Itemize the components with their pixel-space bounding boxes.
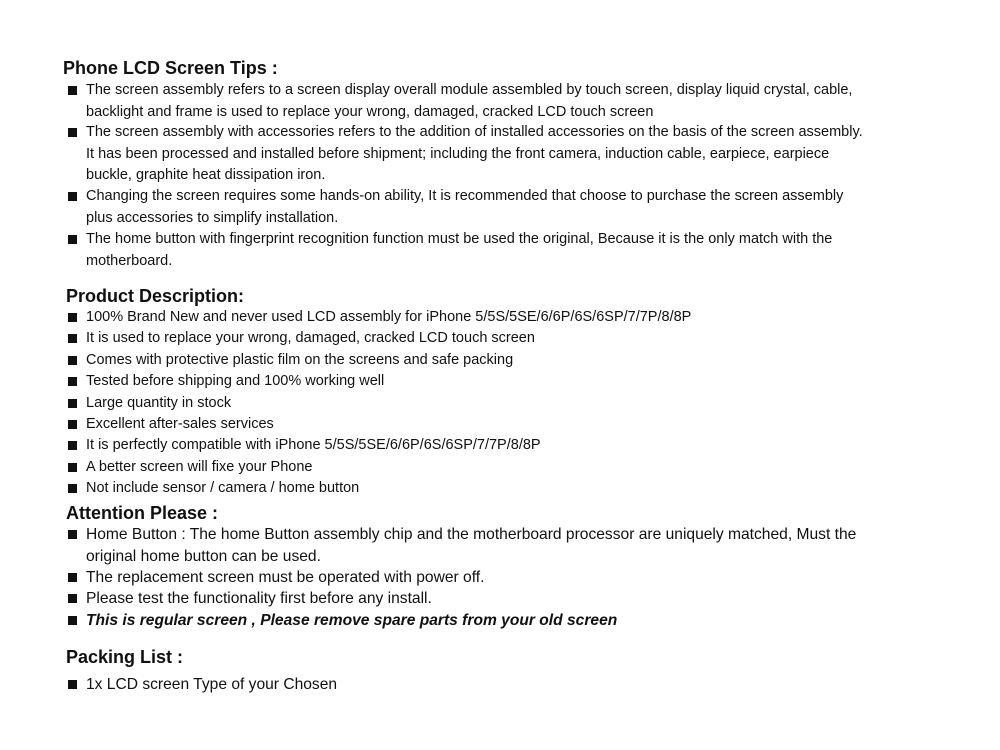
tips-item-line: The screen assembly refers to a screen display overall module assembled by touch screen, display liquid crystal, cable,: [86, 82, 853, 98]
bullet-icon: [68, 86, 77, 95]
description-item: [68, 393, 948, 415]
tips-item: [68, 80, 948, 123]
attention-item: [68, 588, 948, 610]
description-item-text: It is perfectly compatible with iPhone 5/5S/5SE/6/6P/6S/6SP/7/7P/8/8P: [86, 437, 541, 453]
description-item-text: Comes with protective plastic film on the screens and safe packing: [86, 352, 514, 368]
bullet-icon: [68, 463, 77, 472]
description-title: Product Description:: [66, 286, 245, 306]
tips-item: [68, 186, 948, 229]
description-item: [68, 478, 948, 500]
description-item: [68, 435, 948, 457]
tips-item-line: buckle, graphite heat dissipation iron.: [86, 167, 326, 183]
tips-item-line: motherboard.: [86, 252, 173, 269]
bullet-icon: [68, 420, 77, 429]
description-item-text: Large quantity in stock: [86, 395, 232, 411]
description-item-text: Tested before shipping and 100% working well: [86, 373, 385, 389]
bullet-icon: [68, 334, 77, 343]
bullet-icon: [68, 594, 77, 603]
description-item-text: Not include sensor / camera / home button: [86, 480, 360, 496]
attention-item-line: This is regular screen , Please remove spare parts from your old screen: [86, 612, 618, 629]
bullet-icon: [68, 192, 77, 201]
attention-item-line: Please test the functionality first before any install.: [86, 590, 432, 607]
description-item: [68, 350, 948, 372]
bullet-icon: [68, 573, 77, 582]
bullet-icon: [68, 377, 77, 386]
description-item-text: 100% Brand New and never used LCD assembly for iPhone 5/5S/5SE/6/6P/6S/6SP/7/7P/8/8P: [86, 309, 692, 325]
bullet-icon: [68, 484, 77, 493]
tips-item: [68, 229, 948, 272]
description-item: [68, 328, 948, 350]
bullet-icon: [68, 128, 77, 137]
attention-item: [68, 610, 948, 632]
attention-item-line: original home button can be used.: [86, 547, 321, 565]
packing-item: [68, 674, 948, 696]
bullet-icon: [68, 399, 77, 408]
description-item: [68, 414, 948, 436]
tips-item-line: Changing the screen requires some hands-on ability, It is recommended that choose to purchase the screen assembly: [86, 188, 844, 204]
attention-item: [68, 567, 948, 589]
description-item: [68, 307, 948, 329]
description-item: [68, 457, 948, 479]
attention-item-line: Home Button : The home Button assembly chip and the motherboard processor are uniquely matched, Must the: [86, 526, 857, 543]
tips-item-line: plus accessories to simplify installation.: [86, 209, 339, 226]
packing-item-text: 1x LCD screen Type of your Chosen: [86, 676, 338, 693]
description-item: [68, 371, 948, 393]
attention-item-line: The replacement screen must be operated with power off.: [86, 569, 485, 586]
bullet-icon: [68, 530, 77, 539]
tips-item-line: The home button with fingerprint recognition function must be used the original, Because it is the only match with the: [86, 231, 833, 247]
tips-item-line: backlight and frame is used to replace your wrong, damaged, cracked LCD touch screen: [86, 103, 654, 120]
attention-title: Attention Please :: [66, 503, 219, 523]
packing-title: Packing List :: [66, 647, 184, 667]
bullet-icon: [68, 441, 77, 450]
description-item-text: A better screen will fixe your Phone: [86, 459, 313, 475]
tips-item: [68, 122, 948, 187]
bullet-icon: [68, 235, 77, 244]
bullet-icon: [68, 313, 77, 322]
bullet-icon: [68, 680, 77, 689]
description-item-text: It is used to replace your wrong, damaged, cracked LCD touch screen: [86, 330, 535, 346]
bullet-icon: [68, 616, 77, 625]
description-item-text: Excellent after-sales services: [86, 416, 274, 432]
tips-item-line: The screen assembly with accessories refers to the addition of installed accessories on the basis of the screen assembly.: [86, 124, 863, 140]
bullet-icon: [68, 356, 77, 365]
tips-item-line: It has been processed and installed before shipment; including the front camera, induction cable, earpiece, earpiece: [86, 145, 830, 162]
attention-item: [68, 524, 948, 567]
tips-title: Phone LCD Screen Tips :: [63, 58, 278, 78]
